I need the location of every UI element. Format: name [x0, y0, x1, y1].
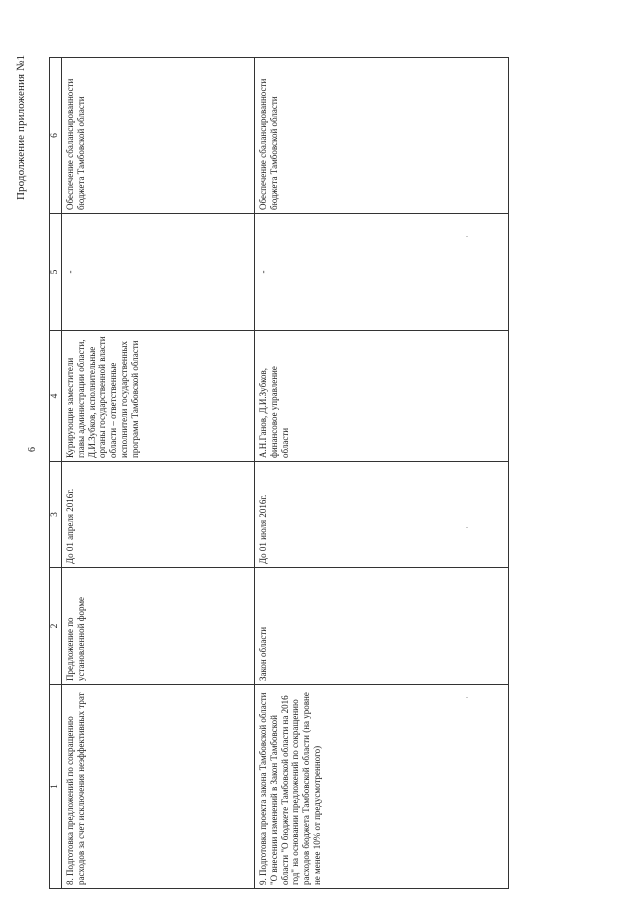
scan-speck [466, 527, 468, 528]
activities-table [49, 57, 509, 889]
page-number: 6 [27, 447, 38, 452]
scan-speck [466, 236, 468, 237]
column-number: 1 [50, 685, 62, 889]
deadline-cell: До 01 апреля 2016г. [62, 462, 255, 568]
deadline-cell: До 01 июля 2016г. [255, 462, 509, 568]
column-5-cell: - [62, 214, 255, 331]
responsible-cell: А.Н.Ганов, Д.И.Зубков, финансовое управление области [255, 331, 509, 462]
activity-cell: 9. Подготовка проекта закона Тамбовской области "О внесении изменений в Закон Тамбовской области "О бюджете Тамбовской области на 2016 год" на основании предложений по сокращению расходов бюджета Тамбовской области (на уровне не менее 10% от предусмотренного) [255, 685, 509, 889]
table-row [255, 58, 509, 889]
column-number: 5 [50, 214, 62, 331]
result-cell: Обеспечение сбалансированности бюджета Тамбовской области [62, 58, 255, 214]
activity-cell: 8. Подготовка предложений по сокращению расходов за счет исключения неэффективных трат [62, 685, 255, 889]
column-number-header [50, 58, 62, 889]
table-row [62, 58, 255, 889]
result-cell: Обеспечение сбалансированности бюджета Тамбовской области [255, 58, 509, 214]
responsible-cell: Курирующие заместители главы администрации области, Д.И.Зубков, исполнительные органы государственной власти области – ответственные исполнители государственных программ Тамбовской области [62, 331, 255, 462]
column-number: 2 [50, 568, 62, 685]
column-number: 6 [50, 58, 62, 214]
column-5-cell: - [255, 214, 509, 331]
appendix-continuation-caption: Продолжение приложения №1 [15, 54, 27, 200]
form-cell: Предложение по установленной форме [62, 568, 255, 685]
scan-speck [466, 697, 468, 698]
form-cell: Закон области [255, 568, 509, 685]
column-number: 3 [50, 462, 62, 568]
column-number: 4 [50, 331, 62, 462]
